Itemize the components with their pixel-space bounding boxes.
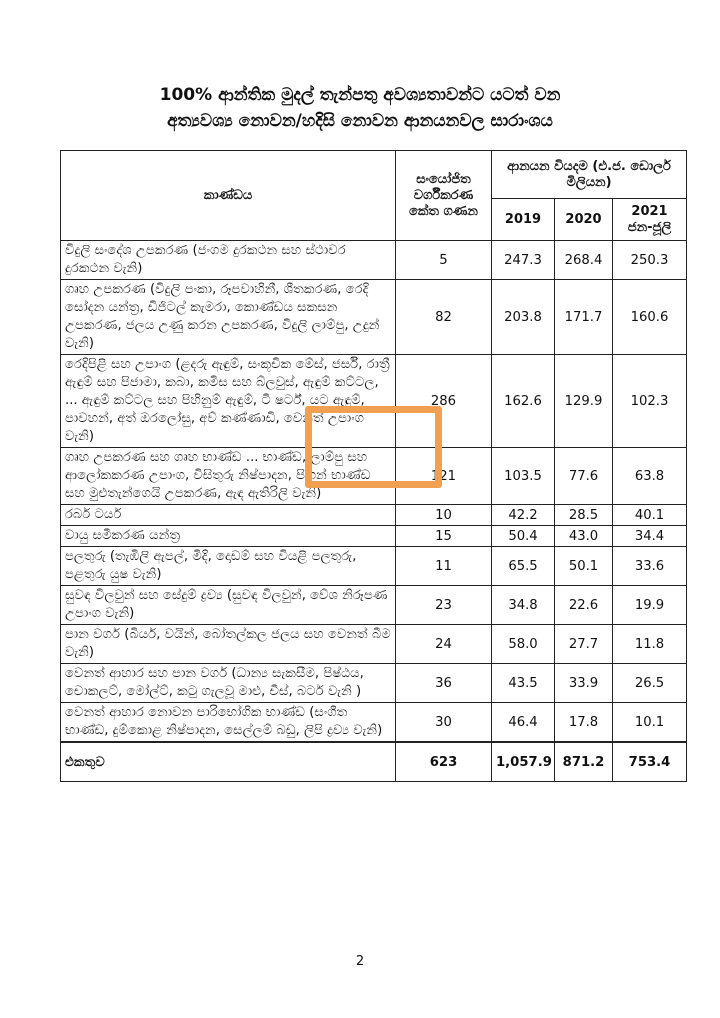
value-2021-cell: 34.4: [613, 526, 687, 547]
document-title: [40, 82, 680, 134]
total-row: [61, 742, 687, 782]
header-year-2019: 2019: [492, 199, 555, 241]
value-2020-cell: 33.9: [555, 664, 613, 703]
code-count-cell: 82: [396, 280, 492, 355]
value-2021-cell: 160.6: [613, 280, 687, 355]
value-2020-cell: 129.9: [555, 355, 613, 448]
header-year-2020: 2020: [555, 199, 613, 241]
table-row: [61, 586, 687, 625]
value-2021-cell: 40.1: [613, 505, 687, 526]
total-codes: 623: [396, 742, 492, 782]
value-2019-cell: 42.2: [492, 505, 555, 526]
value-2021-cell: 11.8: [613, 625, 687, 664]
value-2019-cell: 162.6: [492, 355, 555, 448]
total-2020: 871.2: [555, 742, 613, 782]
header-hs-code-count: සංයෝජිත වර්ගීකරණ කේත ගණන: [396, 151, 492, 241]
value-2019-cell: 103.5: [492, 448, 555, 505]
value-2020-cell: 50.1: [555, 547, 613, 586]
category-cell: රබර් ටයර්: [61, 505, 396, 526]
value-2020-cell: 17.8: [555, 703, 613, 743]
value-2019-cell: 43.5: [492, 664, 555, 703]
table-row: [61, 526, 687, 547]
code-count-cell: 10: [396, 505, 492, 526]
value-2020-cell: 28.5: [555, 505, 613, 526]
value-2020-cell: 22.6: [555, 586, 613, 625]
header-year-2021: 2021 ජන-ජූලි: [613, 199, 687, 241]
category-cell: වෙනත් ආහාර නොවන පාරිභෝගික භාණ්ඩ (සංගීත භාණ්ඩ, දුම්කොළ නිෂ්පාදන, සෙල්ලම් බඩු, ලිපි ද්‍රව්‍ය වැනි): [61, 703, 396, 743]
title-line-2: අත්‍යවශ්‍ය නොවන/හදිසි නොවන ආනයනවල සාරාංශය: [167, 111, 553, 131]
table-row: [61, 664, 687, 703]
value-2021-cell: 10.1: [613, 703, 687, 743]
value-2021-cell: 26.5: [613, 664, 687, 703]
table-row: [61, 703, 687, 743]
value-2019-cell: 203.8: [492, 280, 555, 355]
value-2019-cell: 46.4: [492, 703, 555, 743]
table-row: [61, 547, 687, 586]
total-2019: 1,057.9: [492, 742, 555, 782]
value-2021-cell: 102.3: [613, 355, 687, 448]
category-cell: විදුලි සංදේශ උපකරණ (ජංගම දුරකථන සහ ස්ථාවර දුරකථන වැනි): [61, 241, 396, 280]
category-cell: පලතුරු (තැඹිලි ඇපල්, මිදි, දොඩම් සහ වියළි පලතුරු, පළතුරු යුෂ වැනි): [61, 547, 396, 586]
value-2020-cell: 27.7: [555, 625, 613, 664]
value-2019-cell: 58.0: [492, 625, 555, 664]
total-label: එකතුව: [61, 742, 396, 782]
code-count-cell: 36: [396, 664, 492, 703]
category-cell: පාන වර්ග (බියර්, වයින්, බෝතල්කල ජලය සහ වෙනත් බීම වැනි): [61, 625, 396, 664]
table-row: [61, 448, 687, 505]
total-2021: 753.4: [613, 742, 687, 782]
value-2021-cell: 19.9: [613, 586, 687, 625]
category-cell: ගෘහ උපකරණ සහ ගෘහ භාණ්ඩ ... භාණ්ඩ, ලාම්පු සහ ආලෝකකරණ උපාංග, විසිතුරු නිෂ්පාදන, පිඟන් භාණ්ඩ සහ මුළුතැන්ගෙයි උපකරණ, ඇඳ ඇතිරිලි වැනි): [61, 448, 396, 505]
value-2019-cell: 65.5: [492, 547, 555, 586]
code-count-cell: 121: [396, 448, 492, 505]
value-2021-cell: 33.6: [613, 547, 687, 586]
table-row: [61, 355, 687, 448]
code-count-cell: 5: [396, 241, 492, 280]
category-cell: රෙදිපිළි සහ උපාංග (ළදරු ඇඳුම්, සංකූචික මේස්, ජර්සි, රාත්‍රී ඇඳුම් සහ පිජාමා, කබා, කමිස සහ බ්ලවුස්, ඇඳුම් කට්ටල, ... ඇඳුම් කට්ටල සහ පිහිනුම් ඇඳුම්, ටී ෂර්ට්, යට ඇඳුම්, පාවහන්, අත් ඔරලෝසු, අව් කණ්ණාඩි, වෙනත් උපාංග වැනි): [61, 355, 396, 448]
code-count-cell: 15: [396, 526, 492, 547]
code-count-cell: 23: [396, 586, 492, 625]
category-cell: වෙනත් ආහාර සහ පාන වර්ග (ධාන්‍ය සැකසීම, පිෂ්ඨය, චොකලට්, මෝල්ට්, කටු ගැලවූ මාළු, චීස්, බටර් වැනි ): [61, 664, 396, 703]
page-number: 2: [355, 954, 365, 969]
value-2020-cell: 268.4: [555, 241, 613, 280]
category-cell: සුවඳ විලවුන් සහ සේදුම් ද්‍රව්‍ය (සුවඳ විලවුන්, වේශ නිරූපණ උපාංග වැනි): [61, 586, 396, 625]
value-2021-cell: 250.3: [613, 241, 687, 280]
category-cell: ගෘහ උපකරණ (විදුලි පංකා, රූපවාහිනී, ශීතකරණ, රෙදි සෝදන යන්ත්‍ර, ඩිජිටල් කැමරා, කොණ්ඩය සකසන උපකරණ, ජලය උණු කරන උපකරණ, විදුලි ලාම්පු, උදුන් වැනි): [61, 280, 396, 355]
table-row: [61, 505, 687, 526]
value-2020-cell: 171.7: [555, 280, 613, 355]
value-2019-cell: 34.8: [492, 586, 555, 625]
value-2020-cell: 43.0: [555, 526, 613, 547]
title-line-1: 100% ආන්තික මුදල් තැන්පතු අවශ්‍යතාවන්ට යටත් වන: [159, 85, 561, 105]
value-2020-cell: 77.6: [555, 448, 613, 505]
code-count-cell: 286: [396, 355, 492, 448]
code-count-cell: 11: [396, 547, 492, 586]
table-row: [61, 625, 687, 664]
category-cell: වායු සමීකරණ යන්ත්‍ර: [61, 526, 396, 547]
table-row: [61, 280, 687, 355]
header-import-expenditure: ආනයන වියදම (එ.ජ. ඩොලර් මිලියන): [492, 151, 687, 199]
header-category: කාණ්ඩය: [61, 151, 396, 241]
table-row: [61, 241, 687, 280]
value-2019-cell: 50.4: [492, 526, 555, 547]
value-2021-cell: 63.8: [613, 448, 687, 505]
code-count-cell: 24: [396, 625, 492, 664]
import-summary-table: [60, 150, 687, 782]
value-2019-cell: 247.3: [492, 241, 555, 280]
code-count-cell: 30: [396, 703, 492, 743]
